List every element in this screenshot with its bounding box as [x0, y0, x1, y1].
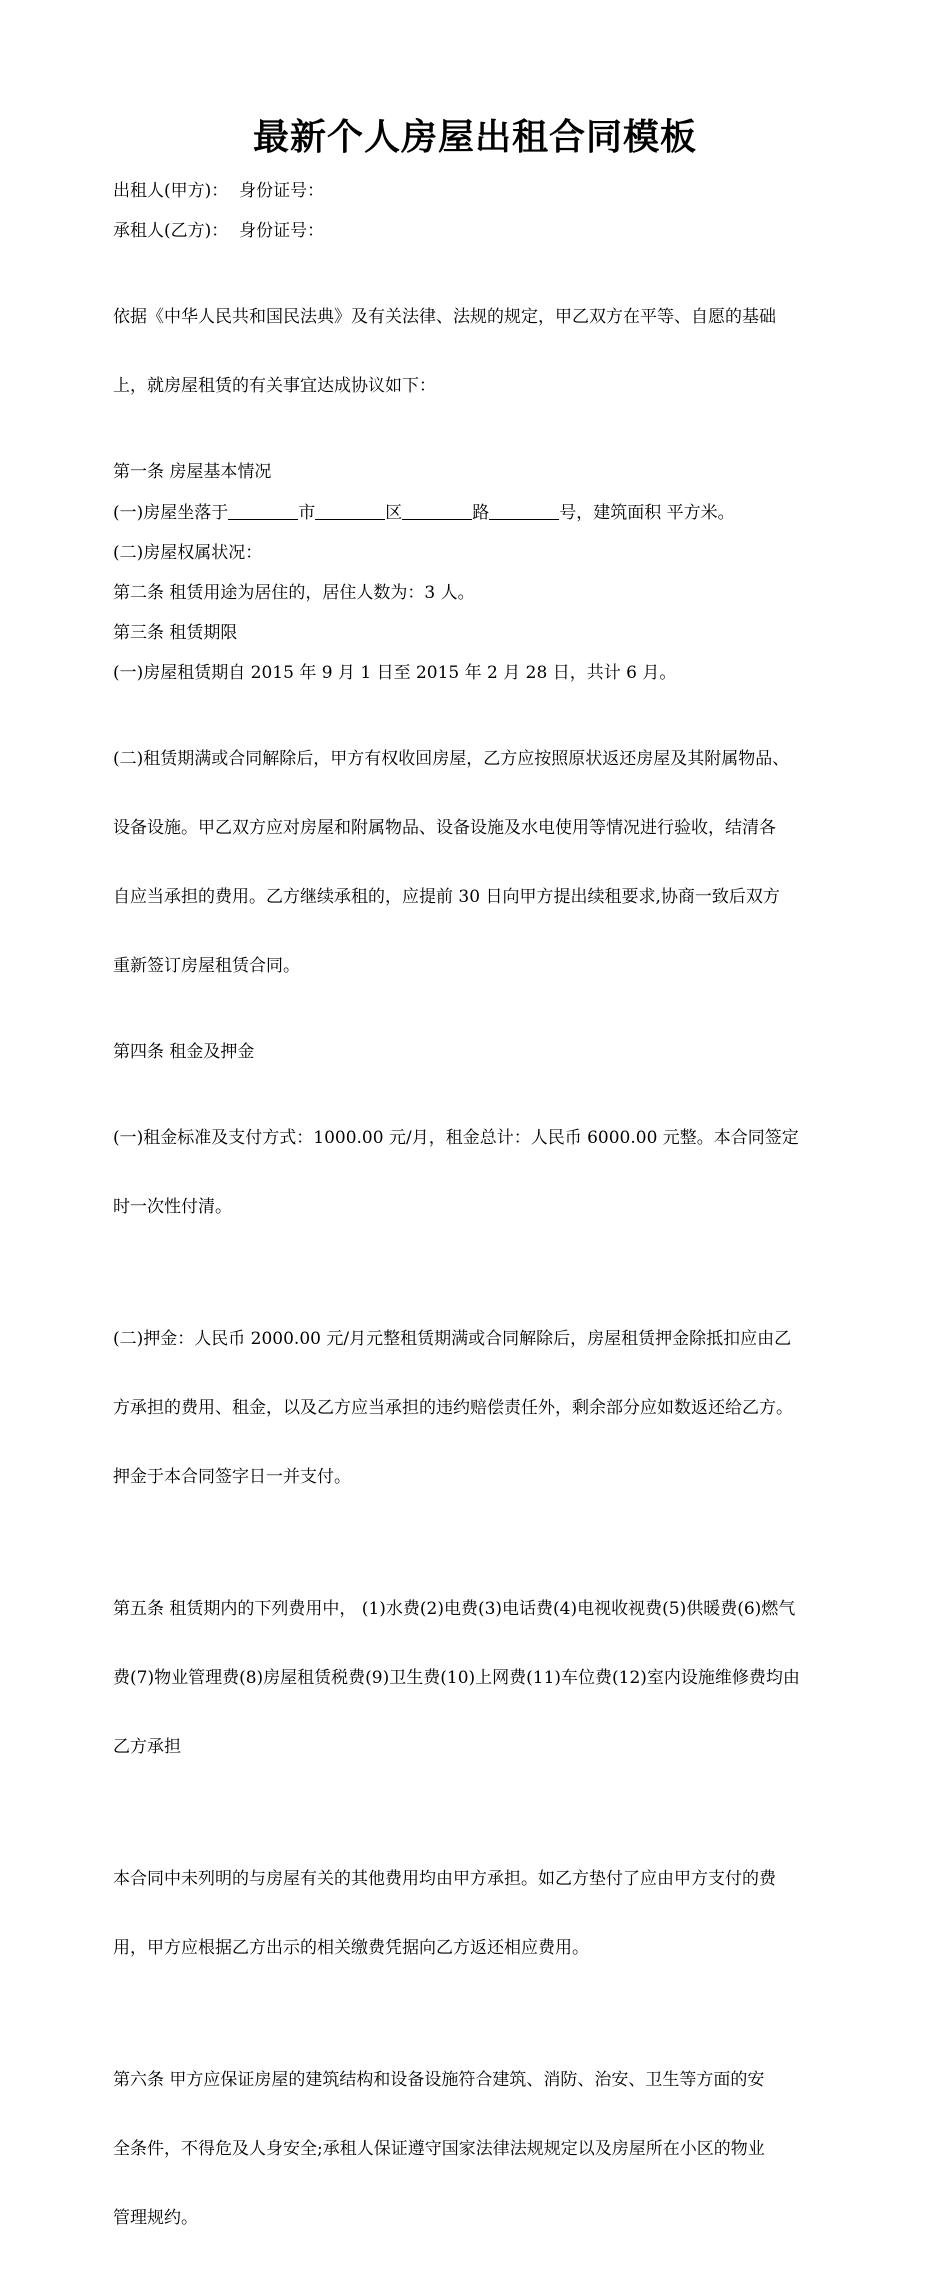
location-district: 区	[385, 503, 403, 523]
deposit-line: (二)押金：人民币 2000.00 元/月元整租赁期满或合同解除后，房屋租赁押金除抵扣应由乙	[113, 1329, 792, 1349]
deposit-line: 押金于本合同签字日一并支付。	[113, 1467, 351, 1487]
ownership-line: (二)房屋权属状况：	[113, 543, 263, 563]
article5-paragraph	[113, 1552, 853, 1805]
location-suffix: 号，建筑面积 平方米。	[559, 503, 735, 523]
lessor-line: 出租人(甲方)： 身份证号：	[113, 181, 325, 201]
term-line: (一)房屋租赁期自 2015 年 9 月 1 日至 2015 年 2 月 28 日，共计 6 月。	[113, 663, 677, 683]
rent-paragraph	[113, 1081, 853, 1265]
expiry-line: 重新签订房屋租赁合同。	[113, 956, 300, 976]
article5-line: 费(7)物业管理费(8)房屋租赁税费(9)卫生费(10)上网费(11)车位费(12)室内设施维修费均由	[113, 1668, 800, 1688]
location-prefix: (一)房屋坐落于	[113, 503, 229, 523]
road-blank	[402, 501, 472, 520]
location-line	[113, 501, 853, 525]
article6-line: 全条件，不得危及人身安全;承租人保证遵守国家法律法规规定以及房屋所在小区的物业	[113, 2139, 765, 2159]
article5-line: 第五条 租赁期内的下列费用中， (1)水费(2)电费(3)电话费(4)电视收视费(5)供暖费(6)燃气	[113, 1599, 796, 1619]
rent-line: 时一次性付清。	[113, 1197, 232, 1217]
intro-paragraph	[113, 260, 853, 444]
article6-line: 管理规约。	[113, 2208, 198, 2228]
rent-line: (一)租金标准及支付方式：1000.00 元/月，租金总计：人民币 6000.00 元整。本合同签定	[113, 1128, 799, 1148]
intro-line: 依据《中华人民共和国民法典》及有关法律、法规的规定，甲乙双方在平等、自愿的基础	[113, 307, 776, 327]
article6-line: 第六条 甲方应保证房屋的建筑结构和设备设施符合建筑、消防、治安、卫生等方面的安	[113, 2070, 765, 2090]
article1-heading: 第一条 房屋基本情况	[113, 462, 272, 482]
article3-heading: 第三条 租赁期限	[113, 623, 238, 643]
article4-heading: 第四条 租金及押金	[113, 1042, 255, 1062]
article2: 第二条 租赁用途为居住的，居住人数为：3 人。	[113, 583, 475, 603]
document-body	[113, 180, 853, 2293]
district-blank	[315, 501, 385, 520]
deposit-line: 方承担的费用、租金，以及乙方应当承担的违约赔偿责任外，剩余部分应如数返还给乙方。	[113, 1398, 793, 1418]
deposit-paragraph	[113, 1282, 853, 1535]
location-road: 路	[472, 503, 490, 523]
expiry-line: 自应当承担的费用。乙方继续承租的，应提前 30 日向甲方提出续租要求,协商一致后双方	[113, 887, 780, 907]
city-blank	[228, 501, 298, 520]
document-title: 最新个人房屋出租合同模板	[252, 116, 697, 158]
expiry-line: (二)租赁期满或合同解除后，甲方有权收回房屋，乙方应按照原状返还房屋及其附属物品、	[113, 749, 790, 769]
location-city: 市	[298, 503, 316, 523]
lessee-line: 承租人(乙方)： 身份证号：	[113, 221, 325, 241]
number-blank	[489, 501, 559, 520]
article5-line: 乙方承担	[113, 1737, 181, 1757]
other-fees-line: 用，甲方应根据乙方出示的相关缴费凭据向乙方返还相应费用。	[113, 1938, 589, 1958]
other-fees-paragraph	[113, 1822, 853, 2006]
expiry-paragraph	[113, 702, 853, 1024]
expiry-line: 设备设施。甲乙双方应对房屋和附属物品、设备设施及水电使用等情况进行验收，结清各	[113, 818, 776, 838]
intro-line: 上，就房屋租赁的有关事宜达成协议如下：	[113, 376, 436, 396]
article6-paragraph	[113, 2023, 853, 2276]
other-fees-line: 本合同中未列明的与房屋有关的其他费用均由甲方承担。如乙方垫付了应由甲方支付的费	[113, 1869, 776, 1889]
